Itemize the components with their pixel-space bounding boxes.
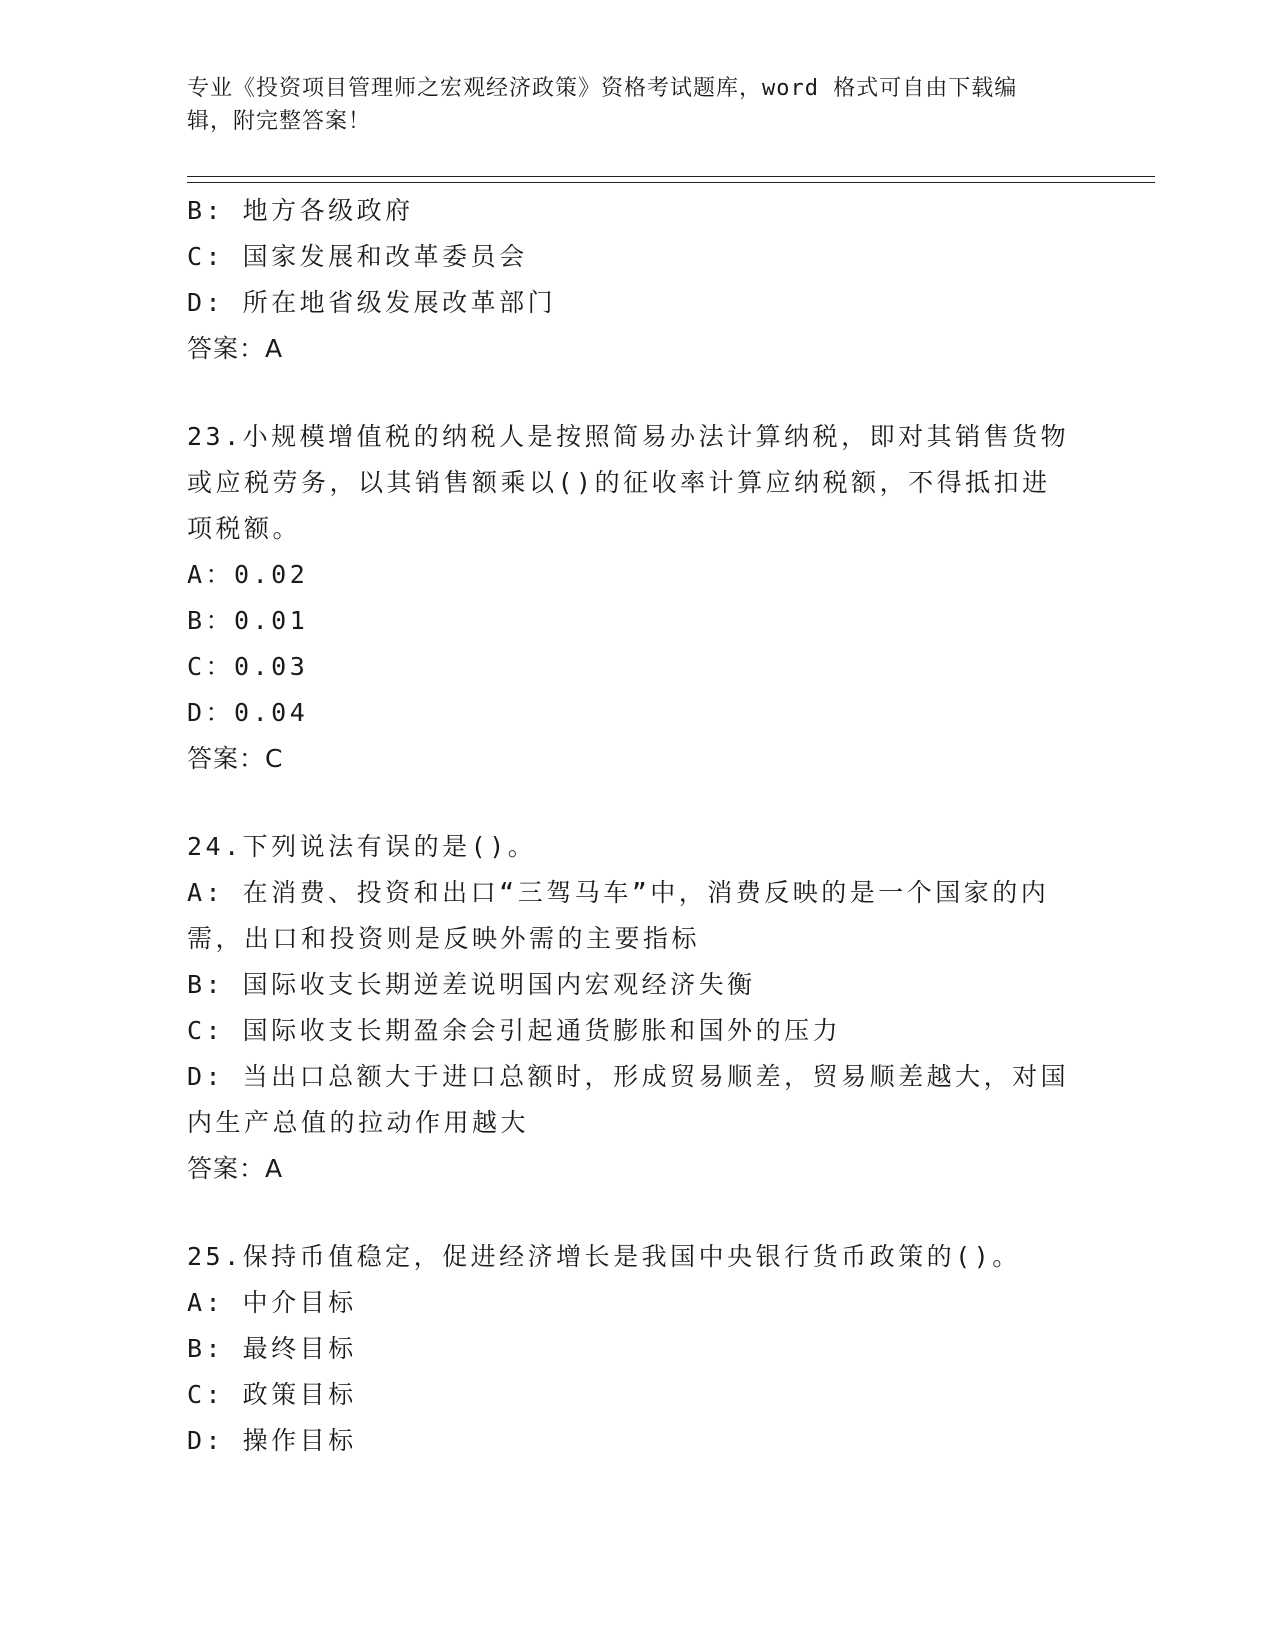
option-b: B: 地方各级政府 (187, 196, 414, 225)
spacer (187, 1192, 1087, 1234)
option-a-line-2: 需，出口和投资则是反映外需的主要指标 (187, 924, 701, 953)
option-b: B：0.01 (187, 606, 309, 635)
question-stem-line: 24.下列说法有误的是()。 (187, 832, 537, 861)
answer: 答案：A (187, 334, 284, 363)
question-stem-line: 25.保持币值稳定，促进经济增长是我国中央银行货币政策的()。 (187, 1242, 1021, 1271)
question-stem-line: 或应税劳务，以其销售额乘以()的征收率计算应纳税额，不得抵扣进 (187, 468, 1051, 497)
option-c: C: 国际收支长期盈余会引起通货膨胀和国外的压力 (187, 1016, 842, 1045)
option-d: D: 操作目标 (187, 1426, 357, 1455)
option-d-line-2: 内生产总值的拉动作用越大 (187, 1108, 530, 1137)
option-c: C: 政策目标 (187, 1380, 357, 1409)
option-a: A: 中介目标 (187, 1288, 357, 1317)
document-header (187, 72, 1067, 138)
option-a-line-1: A: 在消费、投资和出口“三驾马车”中，消费反映的是一个国家的内 (187, 878, 1050, 907)
question-22 (187, 188, 1087, 372)
spacer (187, 782, 1087, 824)
header-rule-top (187, 176, 1155, 177)
question-23 (187, 414, 1087, 782)
option-b: B: 最终目标 (187, 1334, 357, 1363)
answer: 答案：C (187, 744, 284, 773)
option-c: C：0.03 (187, 652, 309, 681)
question-list (187, 188, 1087, 1464)
question-25 (187, 1234, 1087, 1464)
header-rule-bottom (187, 182, 1155, 183)
question-24 (187, 824, 1087, 1192)
option-d-line-1: D: 当出口总额大于进口总额时，形成贸易顺差，贸易顺差越大，对国 (187, 1062, 1070, 1091)
option-b: B: 国际收支长期逆差说明国内宏观经济失衡 (187, 970, 756, 999)
header-line-2: 辑，附完整答案！ (187, 109, 372, 134)
spacer (187, 372, 1087, 414)
option-d: D: 所在地省级发展改革部门 (187, 288, 557, 317)
question-stem-line: 项税额。 (187, 514, 302, 543)
header-line-1: 专业《投资项目管理师之宏观经济政策》资格考试题库，word 格式可自由下载编 (187, 76, 1018, 101)
option-d: D：0.04 (187, 698, 309, 727)
option-a: A：0.02 (187, 560, 309, 589)
answer: 答案：A (187, 1154, 284, 1183)
question-stem-line: 23.小规模增值税的纳税人是按照简易办法计算纳税，即对其销售货物 (187, 422, 1070, 451)
option-c: C: 国家发展和改革委员会 (187, 242, 528, 271)
